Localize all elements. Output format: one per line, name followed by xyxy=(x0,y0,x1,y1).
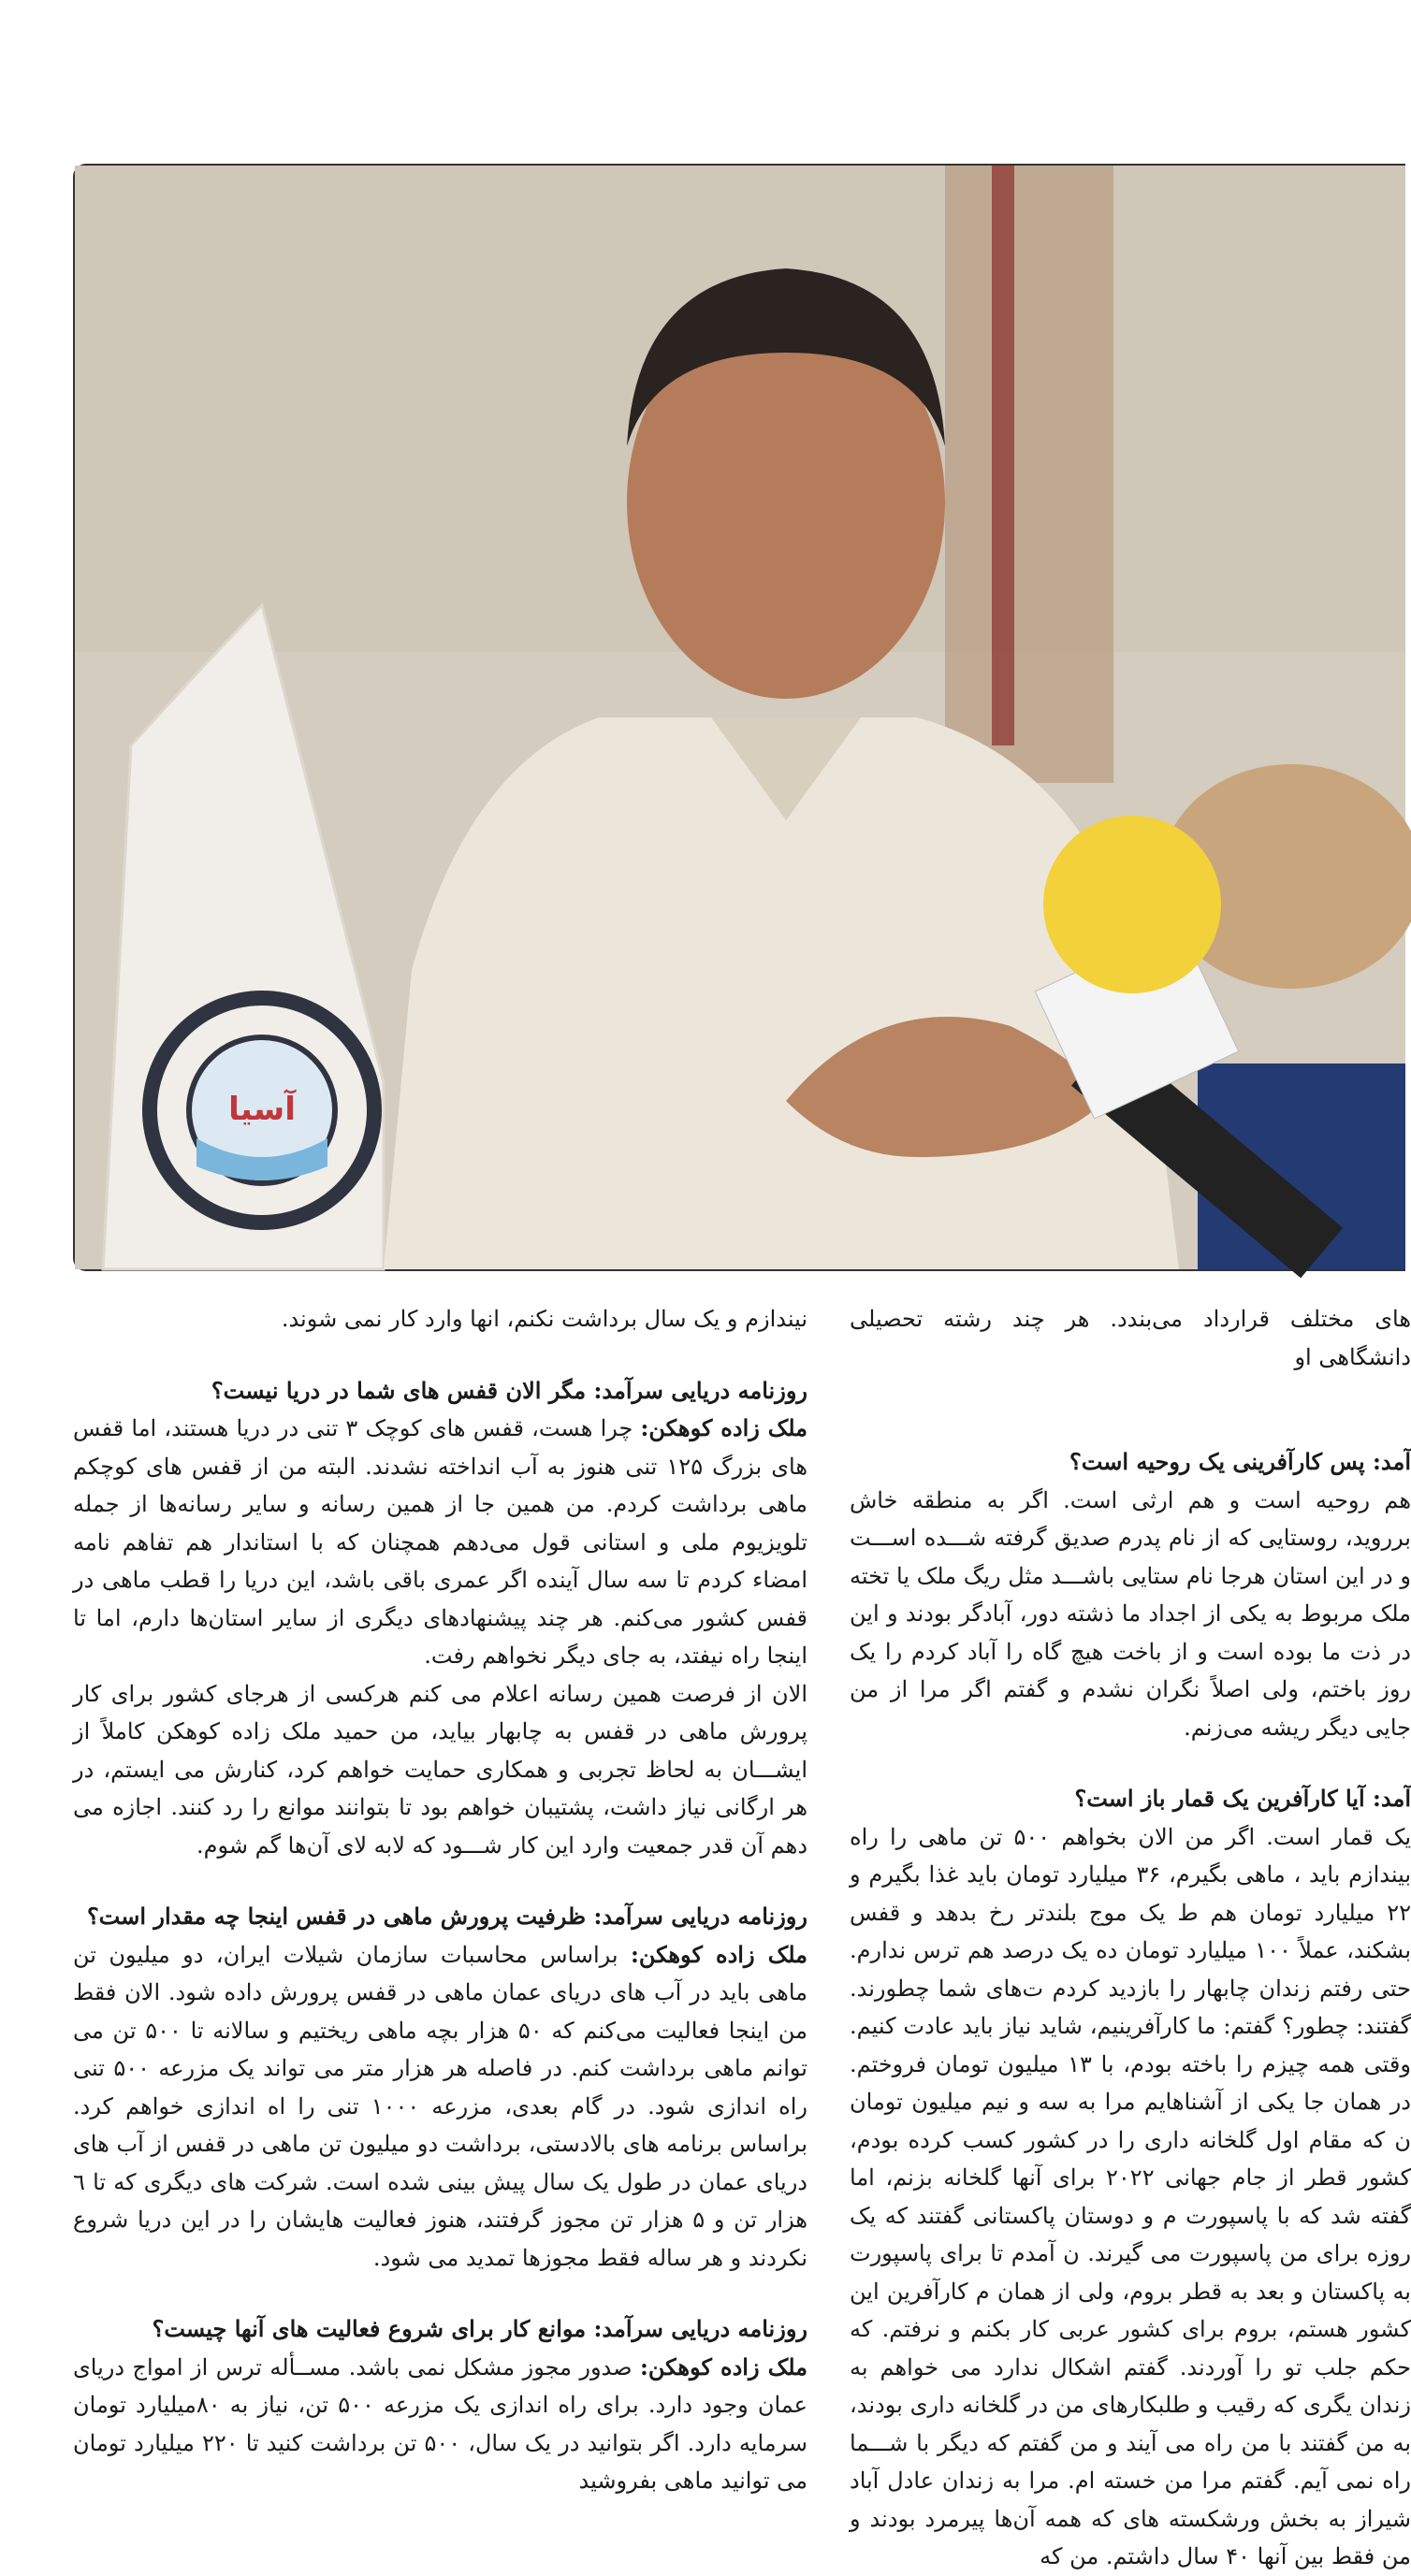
wooden-frame xyxy=(945,166,1113,783)
question-heading: روزنامه دریایی سرآمد: موانع کار برای شروع فعالیت های آنها چیست؟ xyxy=(152,2315,807,2342)
answer-paragraph xyxy=(73,1410,807,1675)
speaker-name: ملک زاده کوهکن: xyxy=(631,1940,807,1968)
logo-text: آسیا xyxy=(228,1091,296,1128)
paragraph-intro: نیندازم و یک سال برداشت نکنم، انها وارد کار نمی شوند. xyxy=(281,1306,807,1332)
speaker-name: ملک زاده کوهکن: xyxy=(640,2352,808,2381)
answer-paragraph-continued: الان از فرصت همین رسانه اعلام می کنم هرکسی از هرجای کشور برای کار پرورش ماهی در قفس به چابهار بیاید، من حمید ملک زاده کوهکن کاملاً از ایشـــان به لحاظ تجربی و همکاری حمایت خواهم کرد، کنارش می ایستم، در هر ارگانی نیاز داشت، پشتیبان خواهم بود تا بتوانند موانع را رد کنند. اجازه می دهم آن قدر جمعیت وارد این کار شـــود که لابه لای آن‌ها گم شوم. xyxy=(73,1680,808,1859)
article-column-left xyxy=(73,1300,808,2494)
answer-text: چرا هست، قفس های کوچک ۳ تنی در دریا هستند، اما قفس های بزرگ ۱۲۵ تنی هنوز به آب انداخته نشدند. البته من از قفس های کوچکم ماهی برداشت کردم. من همین جا از همین رسانه و سایر رسانه‌ها از جمله تلویزیوم ملی و استانی قول می‌دهم همچنان که با استاندار هم تفاهم نامه امضاء کردم تا سه سال آینده اگر عمری باقی باشد، این دریا را قطب ماهی در قفس کشور می‌کنم. هر چند پیشنهادهای دیگری از سایر استان‌ها دارم، اما تا اینجا راه نیفتد، به جای دیگر نخواهم رفت. xyxy=(73,1415,807,1669)
answer-paragraph: یک قمار است. اگر من الان بخواهم ۵۰۰ تن ماهی را راه بیندازم باید ، ماهی بگیرم، ۳۶ میلیارد تومان باید غذا بگیرم و ۲۲ میلیارد تومان هم ط یک موج بلندتر رخ بدهد و قفس بشکند، عملاً ۱۰۰ میلیارد تومان ده یک درصد هم ترس ندارم. حتی رفتم زندان چابهار را بازدید کردم ت‌های شما چطورند. گفتند: چطور؟ گفتم: ما کارآفرینیم، شاید نیاز باید عادت کنیم. وقتی همه چیزم را باخته بودم، با ۱۳ میلیون تومان فروختم. در همان جا یکی از آشناهایم مرا به سه و نیم میلیون تومان ن که مقام اول گلخانه داری را در کشور کسب کرده بودم، کشور قطر از جام جهانی ۲۰۲۲ برای آنها گلخانه بزنم، اما گفته شد که با پاسپورت م و دوستان پاکستانی گفتند که یک روزه برای من پاسپورت می گیرند. ن آمدم تا برای پاسپورت به پاکستان و بعد به قطر بروم، ولی از همان م کارآفرین این کشور هستم، بروم برای کشور عربی کار بکنم و نرفتم. که حکم جلب تو را آوردند. گفتم اشکال ندارد می خواهم به زندان یگری که رقیب و طلبکارهای من در گلخانه داری بودند، به من گفتند با من راه می آیند و من گفتم که دیگر با شـــما راه نمی آیم. گفتم مرا من خسته ام. مرا به زندان عادل آباد شیراز به بخش ورشکسته های که همه آن‌ها پیرمرد بودند و من فقط بین آنها ۴۰ سال داشتم. من که xyxy=(850,1823,1411,2569)
question-heading: آمد: پس کارآفرینی یک روحیه است؟ xyxy=(1069,1448,1411,1475)
interview-photo-illustration xyxy=(75,166,1405,1269)
article-column-right xyxy=(850,1300,1411,2569)
answer-paragraph xyxy=(73,1936,807,2278)
interview-photo xyxy=(73,164,1405,1271)
answer-text: صدور مجوز مشکل نمی باشد. مســأله ترس از امواج دریای عمان وجود دارد. برای راه اندازی یک مزرعه ۵۰۰ تن، نیاز به ۸۰میلیارد تومان سرمایه دارد. اگر بتوانید در یک سال، ۵۰۰ تن برداشت کنید تا ۲۲۰ میلیارد تومان می توانید ماهی بفروشید xyxy=(73,2353,808,2494)
answer-paragraph: هم روحیه است و هم ارثی است. اگر به منطقه خاش برروید، روستایی که از نام پدرم صدیق گرفته شـــده اســـت و در این استان هرجا نام ستایی باشـــد مثل ریگ ملک یا تخته ملک مربوط به یکی از اجداد ما ذشته دور، آبادگر بودند و این در ذت ما بوده است و از باخت هیچ گاه را آباد کردم را یک روز باختم، ولی اصلاً نگران نشدم و گفتم اگر مرا از من جایی دیگر ریشه می‌زنم. xyxy=(850,1486,1411,1741)
question-heading: روزنامه دریایی سرآمد: ظرفیت پرورش ماهی در قفس اینجا چه مقدار است؟ xyxy=(86,1903,807,1930)
answer-paragraph xyxy=(73,2349,807,2500)
paragraph-intro: های مختلف قرارداد می‌بندد. هر چند رشته تحصیلی دانشگاهی او xyxy=(850,1306,1411,1370)
answer-text: براساس محاسبات سازمان شیلات ایران، دو میلیون تن ماهی باید در آب های دریای عمان ماهی در قفس پرورش داده شود. الان فقط من اینجا فعالیت می‌کنم که ۵۰ هزار بچه ماهی ریختیم و سالانه تا ۵۰۰ تن می توانم ماهی برداشت کنم. در فاصله هر هزار متر می تواند یک مزرعه ۵۰۰ تنی راه اندازی شود. در گام بعدی، مزرعه ۱۰۰۰ تنی را اه اندازی خواهم کرد. براساس برنامه های بالادستی، برداشت دو میلیون تن ماهی در قفس از آب های دریای عمان در طول یک سال پیش بینی شده است. شرکت های دیگری که تا ٦ هزار تن و ۵ هزار تن مجوز گرفتند، هنوز فعالیت هایشان را در این دریا شروع نکردند و هر ساله فقط مجوزها تمدید می شود. xyxy=(73,1941,808,2271)
speaker-name: ملک زاده کوهکن: xyxy=(640,1414,807,1441)
question-heading: آمد: آیا کارآفرین یک قمار باز است؟ xyxy=(1074,1785,1411,1812)
question-heading: روزنامه دریایی سرآمد: مگر الان قفس های شما در دریا نیست؟ xyxy=(211,1376,807,1404)
